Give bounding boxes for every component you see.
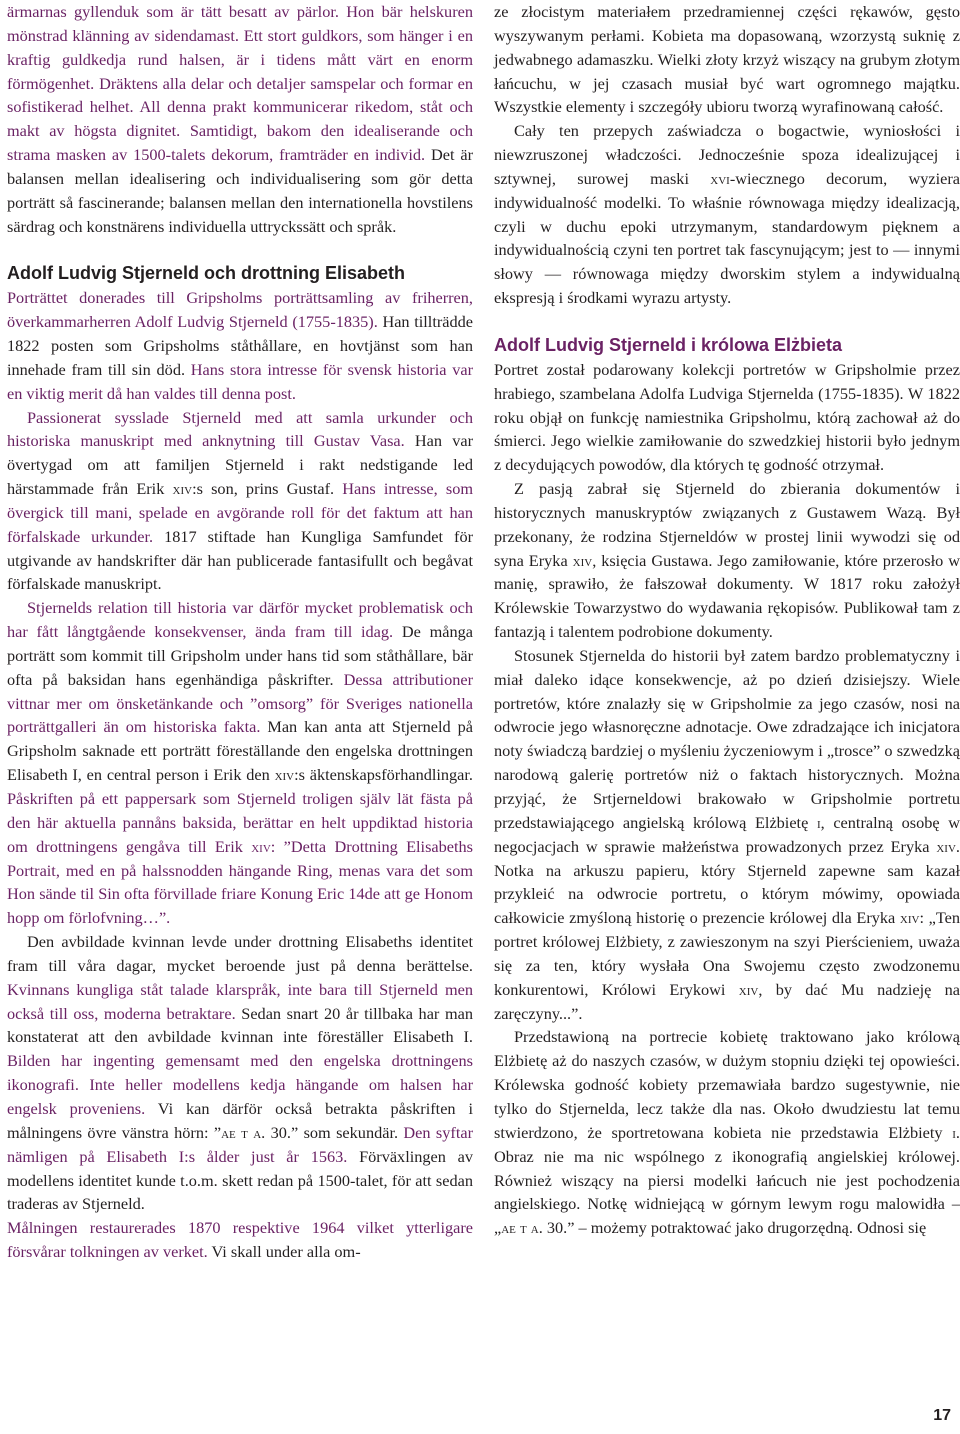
text-run: , by dać Mu nadzieję na zaręczyny...”.: [494, 979, 960, 1023]
text-run: ärmarnas gyllenduk som är tätt besatt av pärlor. Hon bär helskuren mönstrad klänning av sidendamast. Ett stort guldkors, som hänger i en kraftig guldkedja rund halsen, är i tidens mått värt en enorm förmögenhet. Dräktens alla delar och detaljer samspelar och formar en sofistikerad helhet. All denna prakt kommunicerar rikedom, ståt och makt av högsta dignitet. Samtidigt, bakom den idealiserande och strama masken av 1500-talets dekorum, framträder en individ.: [7, 2, 473, 165]
text-run: Påskriften på ett pappersark som Stjerneld troligen själv lät fästa på den här aktuella pannåns baksida, berättar en helt uppdiktad historia om drottningens gengåva till Erik: [7, 789, 473, 856]
text-run: Det är balansen mellan idealisering och individualisering som gör detta porträtt så fascinerande; balansen mellan den internationella hovstilens särdrag och konstnärens individuella uttryckssätt och språk.: [7, 145, 474, 236]
roman-numeral: xiv: [572, 550, 593, 570]
section-heading: Adolf Ludvig Stjerneld i królowa Elżbieta: [494, 334, 843, 355]
text-run: Cały ten przepych zaświadcza o bogactwie, wyniosłości i niewzruszonej władczości.: [494, 121, 960, 165]
paragraph: [7, 1216, 473, 1264]
text-run: , centralną osobę w negocjacjach w sprawie małżeństwa prowadzonych przez Eryka: [494, 812, 960, 856]
paragraph: [7, 0, 473, 238]
text-run: Den avbildade kvinnan levde under drottning Elisabeths identitet fram till våra dagar, mycket beroende just på denna berättelse.: [7, 932, 473, 975]
text-run: Den syftar nämligen på Elisabeth I:s ålder just år 1563.: [7, 1122, 473, 1166]
paragraph: [7, 930, 473, 1216]
text-run: Vi skall under alla om-: [211, 1242, 361, 1262]
inscription: ae t a. 30.: [221, 1122, 291, 1142]
text-run: ” – możemy potraktować jako drugorzędną. Odnosi się: [567, 1218, 927, 1238]
text-run: Hans stora intresse för svensk historia var en viktig merit då han valdes till denna post.: [7, 359, 473, 403]
section-heading: Adolf Ludvig Stjerneld och drottning Elisabeth: [7, 263, 405, 284]
polish-column: [494, 0, 960, 1240]
text-run: 1817 stiftade han Kungliga Samfundet för utgivande av handskrifter där han publicerade fantasifullt och begåvat förfalskade manuskript.: [7, 526, 474, 594]
text-run: :s äktenskapsförhandlingar.: [294, 765, 473, 785]
text-run: Målningen restaurerades 1870 respektive 1964 vilket ytterligare försvårar tolkningen av verket.: [7, 1218, 473, 1262]
roman-numeral: xiv: [899, 908, 920, 928]
text-run: . Notka na arkuszu papieru, który Stjerneld zapewne sam kazał przykleić na odwrocie portretu, o którym mówimy, opowiada całkowicie zmyśloną historię o prezencie królowej dla Eryka: [494, 836, 960, 928]
roman-numeral: xvi: [710, 168, 730, 188]
paragraph: [7, 596, 473, 930]
paragraph: [7, 406, 473, 597]
text-run: Hans intresse, som övergick till mani, spelade en avgörande roll för det faktum att han förfalskade urkunder.: [7, 479, 474, 546]
text-run: Dessa attributioner vittnar mer om önsketänkande och ”omsorg” för Sveriges nationella porträttgalleri än om historiska fakta.: [7, 669, 473, 737]
text-run: Han var övertygad om att familjen Stjerneld i rakt nedstigande led härstammade från Erik: [7, 431, 473, 499]
roman-numeral: xiv: [274, 765, 295, 785]
text-run: Han tillträdde 1822 posten som Gripsholms ståthållare, en hovtjänst som han innehade fram till sin död.: [7, 312, 473, 379]
text-run: . Obraz nie ma nic wspólnego z ikonografią angielskiej królowej. Również wiszący na piersi modelki łańcuch nie jest pochodzenia angielskiego. Notkę widniejącą w górnym lewym rogu malowidła – „: [494, 1122, 960, 1238]
paragraph: [494, 1025, 960, 1240]
text-run: , księcia Gustawa. Jego zamiłowanie, które przerosło w manię, sprawiło, że fałszował dokumenty. W 1817 roku założył Królewskie Towarzystwo do wydawania rękopisów. Publikował tam z fantazją i talentem podrobione dokumenty.: [494, 550, 960, 642]
roman-numeral: xiv: [172, 479, 193, 499]
roman-numeral: i: [816, 812, 821, 832]
roman-numeral: xiv: [936, 836, 956, 856]
text-run: Man kan anta att Stjerneld på Gripsholm saknade ett porträtt föreställande den engelska drottningen Elisabeth I, en central person i Erik den: [7, 717, 473, 785]
inscription: ae t a. 30.: [501, 1218, 568, 1238]
text-run: Förväxlingen av modellens identitet kunde t.o.m. skett redan på 1500-talet, för att sedan traderas av Stjerneld.: [7, 1146, 474, 1214]
text-run: Jednocześnie spoza idealizującej i sztywnej, surowej maski: [494, 145, 960, 188]
text-run: Bilden har ingenting gemensamt med den engelska drottningens ikonografi. Inte heller modellens kedja hängande om halsen har engelsk proveniens.: [7, 1051, 473, 1118]
text-run: Z pasją zabrał się Stjerneld do zbierania dokumentów i historycznych manuskryptów związanych z Gustawem Wazą. Był przekonany, że rodzina Stjerneldów w prostej linii wywodzi się od syna Eryka: [494, 479, 960, 570]
text-run: : „Ten portret królowej Elżbiety, z zawieszonym na szyi Pierścieniem, uważa się za ten, który wysłała Ona Swojemu często zwodzonemu konkurentowi, Królowi Erykowi: [494, 908, 960, 999]
text-run: Sedan snart 20 år tillbaka har man konstaterat att den avbildade kvinnan inte föreställer Elisabeth I.: [7, 1003, 474, 1047]
text-run: To właśnie równowaga między idealizacją, czyli w duchu epoki utrzymanym, standardowym pięknem a indywidualnością czyni ten portret tak fascynującym; jest to — innymi słowy — równowaga między dworskim stylem a indywidualną ekspresją i środkami wyrazu artysty.: [494, 192, 960, 308]
text-run: : ”Detta Drottning Elisabeths Portrait, med en på halssnodden hängande Ring, menas vara det som Hon sände til Sin ofta förvillade friare Konung Eric 14de att ge Honom hopp om förlofvning…”.: [7, 836, 474, 928]
text-run: Przedstawioną na portrecie kobietę traktowano jako królową Elżbietę aż do naszych czasów, w dużym stopniu dzięki tej opowieści. Królewska godność kobiety przemawiała bardzo sugestywnie, nie tylko do Stjernelda, lecz także dla nas. Około dwudziestu lat temu stwierdzono, że sportretowana kobieta nie przedstawia Elżbiety: [494, 1027, 960, 1142]
text-run: Kvinnans kungliga ståt talade klarspråk, inte bara till Stjerneld men också till oss, moderna betraktare.: [7, 979, 473, 1023]
paragraph: [494, 477, 960, 644]
roman-numeral: xiv: [738, 979, 759, 999]
text-run: :s son, prins Gustaf.: [192, 479, 335, 499]
text-run: -wiecznego decorum, wyziera indywidualność modelki.: [494, 168, 960, 212]
roman-numeral: xiv: [251, 836, 271, 856]
text-run: Porträttet donerades till Gripsholms porträttsamling av friherren, överkammarherren Adolf Ludvig Stjerneld (1755-1835).: [7, 288, 473, 332]
text-run: Stjernelds relation till historia var därför mycket problematisk och har fått långtgående konsekvenser, ända fram till idag.: [7, 598, 473, 642]
paragraph: [7, 286, 473, 405]
paragraph: ze złocistym materiałem przedramiennej części rękawów, gęsto wyszywanym perłami. Kobieta ma dopasowaną, wzorzystą suknię z jedwabnego adamaszku. Wielki złoty krzyż wiszący na grubym złotym łańcuchu, w jej czasach musiał być wart ogromnego majątku. Wszystkie elementy i szczegóły ubioru tworzą wyrafinowaną całość.: [494, 2, 960, 117]
swedish-column: [7, 0, 473, 1264]
text-run: Stosunek Stjernelda do historii był zatem bardzo problematyczny i miał daleko idące konsekwencje, aż po dzień dzisiejszy. Wiele portretów, które znalazły się w Gripsholmie za jego czasów, nosi na odwrocie jego własnoręczne adnotacje. Owe zdradzające ich inicjatora noty świadczą bardziej o myśleniu życzeniowym i „trosce” o szwedzką narodową galerię portretów niż o faktach historycznych. Można przyjąć, że Srtjerneldowi brakowało w Gripsholmie portretu przedstawiającego angielską królową Elżbietę: [494, 645, 960, 832]
roman-numeral: i: [952, 1122, 956, 1142]
paragraph: Portret został podarowany kolekcji portretów w Gripsholmie przez hrabiego, szambelana Adolfa Ludviga Stjernelda (1755-1835). W 1822 roku objął on funkcję namiestnika Gripsholmu, którą zachował aż do śmierci. Jego wielkie zamiłowanie do szwedzkiej historii było jednym z decydujących powodów, dla których tę godność otrzymał.: [494, 359, 960, 475]
paragraph: [494, 119, 960, 310]
text-run: Vi kan därför också betrakta påskriften i målningens övre vänstra hörn: ”: [7, 1098, 474, 1142]
text-run: De många porträtt som kommit till Gripsholm under hans tid som ståthållare, bär ofta på baksidan hans egenhändiga påskrifter.: [7, 622, 473, 689]
page-number: 17: [933, 1407, 951, 1424]
text-run: Passionerat sysslade Stjerneld med att samla urkunder och historiska manuskript med anknytning till Gustav Vasa.: [7, 407, 473, 451]
paragraph: [494, 644, 960, 1026]
text-run: ” som sekundär.: [290, 1122, 399, 1142]
